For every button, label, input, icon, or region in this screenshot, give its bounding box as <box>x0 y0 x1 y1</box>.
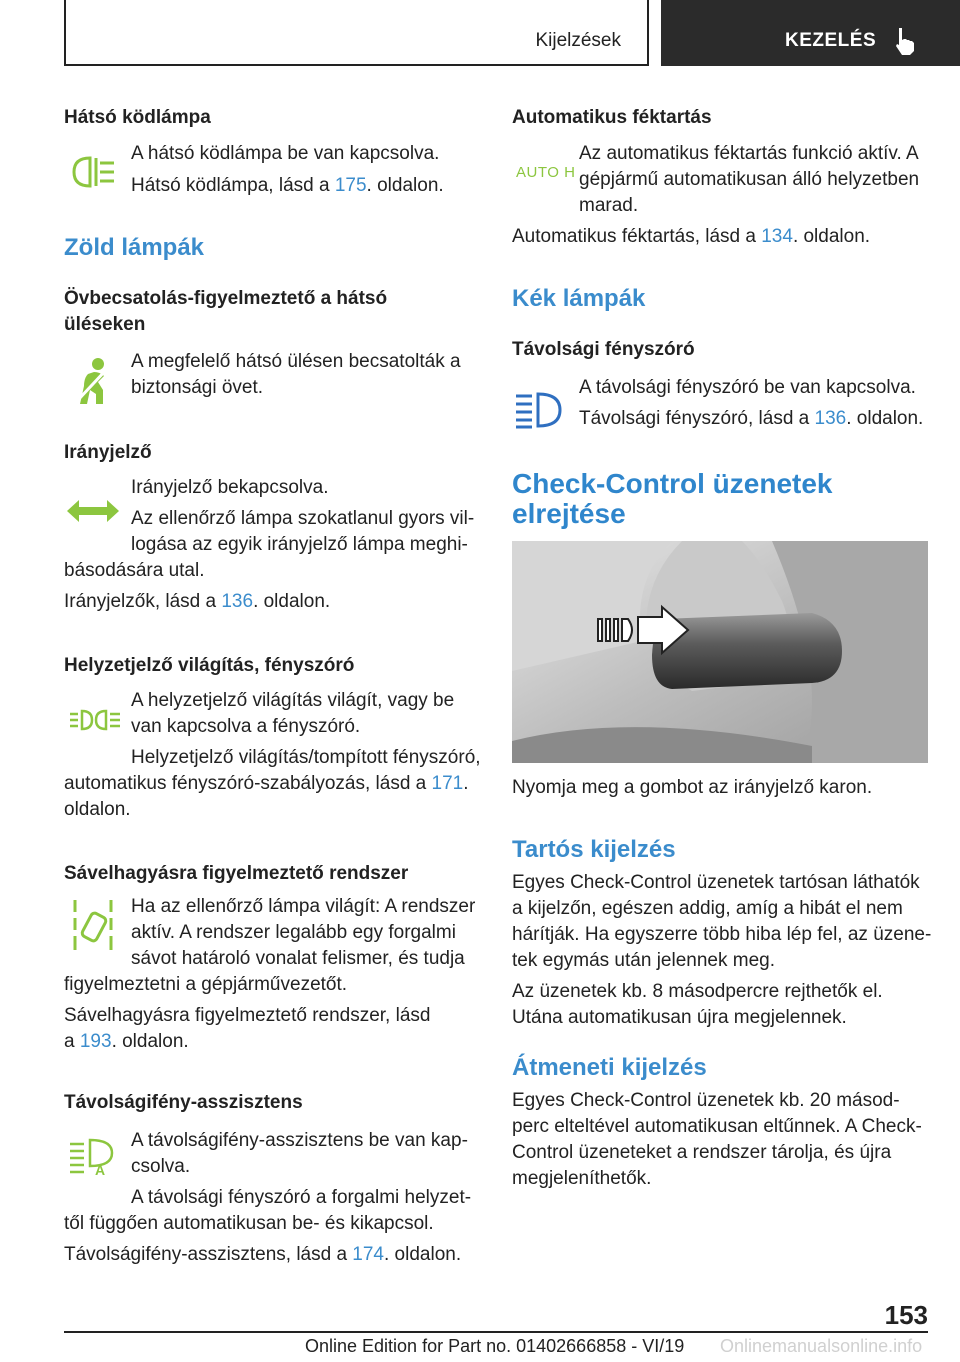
rear-fog-ref: Hátsó ködlámpa, lásd a 175. oldalon. <box>131 175 444 196</box>
highbeam-text: A távolsági fényszóró be van kapcsolva. <box>579 377 916 398</box>
watermark: Onlinemanualsonline.info <box>720 1336 923 1356</box>
permanent-text-6: Utána automatikusan újra megjelennek. <box>512 1007 847 1028</box>
pointing-hand-icon <box>893 26 921 56</box>
temporary-heading: Átmeneti kijelzés <box>512 1054 707 1081</box>
turn-ref: Irányjelzők, lásd a 136. oldalon. <box>64 591 331 612</box>
belt-title-2: üléseken <box>64 314 146 335</box>
highbeam-ref: Távolsági fényszóró, lásd a 136. oldalon. <box>579 408 924 429</box>
permanent-heading: Tartós kijelzés <box>512 836 676 863</box>
turn-title: Irányjelző <box>64 442 152 463</box>
turn-text: Irányjelző bekapcsolva. <box>131 477 329 498</box>
parking-title: Helyzetjelző világítás, fényszóró <box>64 655 355 676</box>
highbeam-title: Távolsági fényszóró <box>512 339 695 360</box>
rear-fog-text: A hátsó ködlámpa be van kapcsolva. <box>131 143 440 164</box>
edition-text: Online Edition for Part no. 01402666858 - VI/19 <box>305 1336 685 1356</box>
lane-departure-icon <box>72 898 114 952</box>
temporary-text-4: megjeleníthetők. <box>512 1168 652 1189</box>
green-lamps-heading: Zöld lámpák <box>64 234 205 261</box>
lane-text-1: Ha az ellenőrző lámpa világít: A rendszer <box>131 896 476 917</box>
parking-ref-2: automatikus fényszóró-szabályozás, lásd a 171. <box>64 773 469 794</box>
parking-ref-1: Helyzetjelző világítás/tompított fényszóró, <box>131 747 481 768</box>
blue-lamps-heading: Kék lámpák <box>512 285 646 312</box>
turn-desc-1: Az ellenőrző lámpa szokatlanul gyors vil- <box>131 508 475 529</box>
lane-text-2: aktív. A rendszer legalább egy forgalmi <box>131 922 456 943</box>
belt-text-2: biztonsági övet. <box>131 377 264 398</box>
rear-fog-section <box>64 105 211 131</box>
permanent-text-4: tek egymás után jelennek meg. <box>512 950 775 971</box>
high-beam-icon <box>514 390 562 430</box>
lane-text-4: figyelmeztetni a gépjárművezetőt. <box>64 974 348 995</box>
section-tab <box>64 0 649 66</box>
check-control-heading-2: elrejtése <box>512 498 626 529</box>
rear-fog-lamp-icon <box>68 154 118 190</box>
footer-divider <box>64 1331 928 1333</box>
svg-text:A: A <box>95 1162 106 1176</box>
belt-title-1: Övbecsatolás-figyelmeztető a hátsó <box>64 288 388 309</box>
hba-text-1: A távolságifény-asszisztens be van kap- <box>131 1130 468 1151</box>
page-link[interactable]: 171 <box>431 773 464 794</box>
autohold-text-3: marad. <box>579 195 639 216</box>
lane-text-3: sávot határoló vonalat felismer, és tudja <box>131 948 465 969</box>
turn-desc-2: logása az egyik irányjelző lámpa meghi- <box>131 534 468 555</box>
temporary-text-2: perc elteltével automatikusan eltűnnek. A Check- <box>512 1116 922 1137</box>
parking-light-icon <box>68 708 122 732</box>
temporary-text-1: Egyes Check-Control üzenetek kb. 20 másod- <box>512 1090 900 1111</box>
turn-signal-lever-photo <box>512 541 928 763</box>
rear-fog-title: Hátsó ködlámpa <box>64 107 211 128</box>
chapter-tab <box>661 0 960 66</box>
permanent-text-5: Az üzenetek kb. 8 másodpercre rejthetők el. <box>512 981 883 1002</box>
chapter-title: KEZELÉS <box>785 30 877 51</box>
autohold-ref: Automatikus féktartás, lásd a 134. oldalon. <box>512 226 871 247</box>
hba-text-4: től függően automatikusan be- és kikapcsol. <box>64 1213 434 1234</box>
parking-ref-3: oldalon. <box>64 799 131 820</box>
autohold-title: Automatikus féktartás <box>512 107 712 128</box>
lane-title: Sávelhagyásra figyelmeztető rendszer <box>64 863 409 884</box>
hba-text-2: csolva. <box>131 1156 191 1177</box>
parking-text-2: van kapcsolva a fényszóró. <box>131 716 361 737</box>
turn-desc-3: básodására utal. <box>64 560 205 581</box>
high-beam-assistant-icon <box>68 1136 118 1176</box>
lane-ref-1: Sávelhagyásra figyelmeztető rendszer, lásd <box>64 1005 431 1026</box>
seatbelt-icon <box>70 356 112 406</box>
autohold-text-1: Az automatikus féktartás funkció aktív. A <box>579 143 919 164</box>
permanent-text-3: hárítják. Ha egyszerre több hiba lép fel, az üzene- <box>512 924 932 945</box>
autohold-text-2: gépjármű automatikusan álló helyzetben <box>579 169 920 190</box>
page-number: 153 <box>884 1300 928 1330</box>
parking-text-1: A helyzetjelző világítás világít, vagy be <box>131 690 455 711</box>
page-link[interactable]: 175 <box>334 175 367 196</box>
turn-signal-icon <box>67 498 119 524</box>
check-control-heading-1: Check-Control üzenetek <box>512 468 833 499</box>
hba-text-3: A távolsági fényszóró a forgalmi helyzet- <box>131 1187 472 1208</box>
temporary-text-3: Control üzeneteket a rendszer tárolja, és újra <box>512 1142 892 1163</box>
page-link[interactable]: 193 <box>79 1031 112 1052</box>
belt-text-1: A megfelelő hátsó ülésen becsatolták a <box>131 351 461 372</box>
hba-ref: Távolságifény-asszisztens, lásd a 174. oldalon. <box>64 1244 462 1265</box>
page-header <box>64 0 960 66</box>
page-link[interactable]: 134 <box>761 226 793 247</box>
permanent-text-1: Egyes Check-Control üzenetek tartósan láthatók <box>512 872 920 893</box>
page-link[interactable]: 174 <box>352 1244 384 1265</box>
photo-caption: Nyomja meg a gombot az irányjelző karon. <box>512 777 873 798</box>
lane-ref-2: a 193. oldalon. <box>64 1031 189 1052</box>
auto-hold-icon: AUTO H <box>516 164 576 181</box>
permanent-text-2: a kijelzőn, egészen addig, amíg a hibát el nem <box>512 898 903 919</box>
hba-title: Távolságifény-asszisztens <box>64 1092 303 1113</box>
page-link[interactable]: 136 <box>221 591 254 612</box>
section-title: Kijelzések <box>535 30 621 51</box>
page-link[interactable]: 136 <box>814 408 847 429</box>
